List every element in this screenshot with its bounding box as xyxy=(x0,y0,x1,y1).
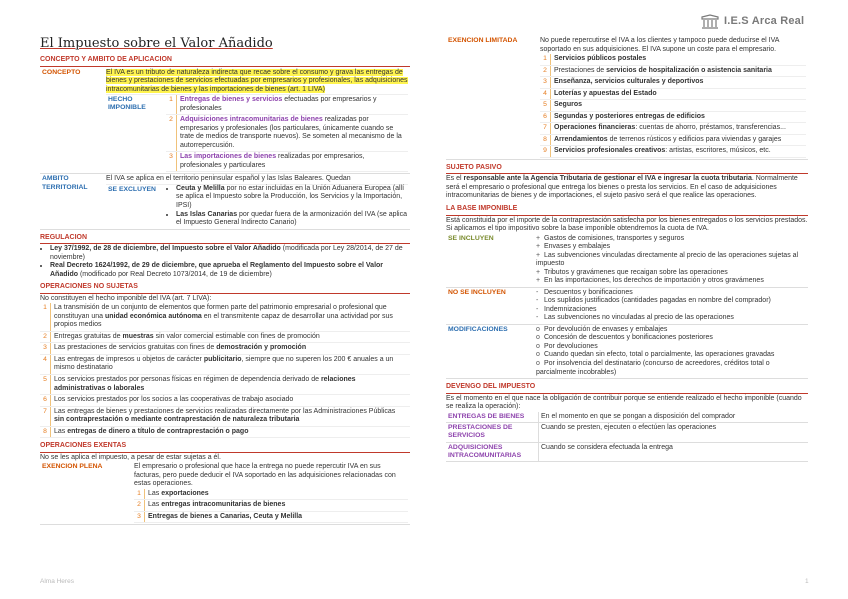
no-sujetas-intro: No constituyen el hecho imponible del IVA (art. 7 LIVA): xyxy=(40,294,212,302)
exencion-limitada-list xyxy=(540,54,806,158)
limitada-item: 5 Seguros xyxy=(540,100,806,112)
limitada-item: 6 Segundas y posteriores entregas de edificios xyxy=(540,112,806,124)
no-incluye-item: - Descuentos y bonificaciones xyxy=(536,288,633,296)
no-sujetas-item: 1 La transmisión de un conjunto de elementos que formen parte del patrimonio empresarial o profesional que constituyan una unidad económica autónoma en el transmitente capaz de desarrollar una actividad por sus propios medios xyxy=(40,303,410,332)
limitada-item: 9 Servicios profesionales creativos: artistas, escritores, músicos, etc. xyxy=(540,146,806,158)
plena-item: 2 Las entregas intracomunitarias de bienes xyxy=(134,500,408,512)
devengo-text: Es el momento en el que nace la obligación de contribuir porque se entiende realizado el hecho imponible (cuando se realiza la operación): xyxy=(446,394,802,411)
no-se-incluyen-list xyxy=(534,288,808,324)
sujeto-pasivo-text: Es el responsable ante la Agencia Tributaria de gestionar el IVA e ingresar la cuota tributaria. Normalmente será el empresario o profesional que entrega los bienes o presta los servicios. En el caso de adquisiciones intracomunitarias de bienes y de importaciones, el sujeto pasivo será el que realice las operaciones. xyxy=(446,175,798,200)
ambito-label: AMBITO TERRITORIAL xyxy=(42,175,88,191)
se-incluyen-list xyxy=(534,234,808,287)
plena-item: 3 Entregas de bienes a Canarias, Ceuta y Melilla xyxy=(134,512,408,524)
ambito-text: El IVA se aplica en el territorio peninsular español y las Islas Baleares. Quedan xyxy=(106,175,351,183)
section-devengo-head: DEVENGO DEL IMPUESTO xyxy=(446,383,808,394)
incluye-item: + Gastos de comisiones, transportes y seguros xyxy=(536,234,685,242)
exencion-plena-row xyxy=(40,462,410,525)
hecho-item: 3 Las importaciones de bienes realizadas por empresarios, profesionales y particulares xyxy=(166,152,408,172)
exencion-plena-text: El empresario o profesional que hace la entrega no puede repercutir IVA en sus facturas, pero puede deducir el IVA soportado en las adquisiciones relacionadas con estas operaciones. xyxy=(134,463,396,488)
hecho-item: 1 Entregas de bienes y servicios efectuadas por empresarios y profesionales xyxy=(166,95,408,115)
limitada-item: 8 Arrendamientos de terrenos rústicos y edificios para viviendas y garajes xyxy=(540,135,806,147)
exentas-intro: No se les aplica el impuesto, a pesar de estar sujetas a él. xyxy=(40,453,221,461)
se-incluyen-row xyxy=(446,234,808,288)
no-sujetas-item: 6 Los servicios prestados por los socios a las cooperativas de trabajo asociado xyxy=(40,395,410,407)
regulacion-item: • Real Decreto 1624/1992, de 29 de diciembre, que aprueba el Reglamento del Impuesto sobre el Valor Añadido (modificado por Real Decreto 1073/2014, de 19 de diciembre) xyxy=(50,262,410,279)
base-imponible-text: Está constituida por el importe de la contraprestación satisfecha por los bienes entregados o los servicios prestados. Si aplicamos el tipo impositivo sobre la base imponible obtendremos la cuota de IVA. xyxy=(446,216,808,233)
concepto-text: El IVA es un tributo de naturaleza indirecta que recae sobre el consumo y grava las entregas de bienes y prestaciones de servicios efectuadas por empresarios y profesionales, las adquisiciones intracomunitarias de bienes y las importaciones de bienes (art. 1 LIVA) HECHO IMPONIBLE 1 Entregas de bienes y servicios efectuadas por empresarios y profesionales 2 Adquisiciones intracomunitarias de bienes realizadas por empresarios y profesionales (los particulares, únicamente cuando se trate de medios de transporte nuevos). Se someten al mecanismo de la autorrepercusión. 3 Las importaciones de bienes realizadas por empresarios, profesionales y particulares xyxy=(104,68,410,174)
no-sujetas-item: 4 Las entregas de impresos u objetos de carácter publicitario, siempre que no superen los 200 € anuales a un mismo destinatario xyxy=(40,355,410,375)
concepto-label: CONCEPTO xyxy=(42,68,81,76)
section-regulacion-head: REGULACION xyxy=(40,234,410,245)
page-title: El Impuesto sobre el Valor Añadido xyxy=(40,36,273,51)
devengo-row: PRESTACIONES DE SERVICIOS Cuando se presten, ejecuten o efectúen las operaciones xyxy=(446,423,808,443)
modificaciones-row xyxy=(446,325,808,379)
limitada-item: 3 Enseñanza, servicios culturales y deportivos xyxy=(540,77,806,89)
ambito-row xyxy=(40,174,410,229)
exencion-limitada-row xyxy=(446,36,808,160)
no-incluye-item: - Los suplidos justificados (cantidades pagadas en nombre del comprador) xyxy=(536,297,771,305)
limitada-item: 7 Operaciones financieras: cuentas de ahorro, préstamos, transferencias... xyxy=(540,123,806,135)
plena-item: 1 Las exportaciones xyxy=(134,489,408,501)
right-column xyxy=(446,36,808,462)
no-sujetas-item: 2 Entregas gratuitas de muestras sin valor comercial estimable con fines de promoción xyxy=(40,332,410,344)
incluye-item: + Tributos y gravámenes que recaigan sobre las operaciones xyxy=(536,268,728,276)
section-no-sujetas-head: OPERACIONES NO SUJETAS xyxy=(40,283,410,294)
exencion-plena-label: EXENCION PLENA xyxy=(42,463,103,471)
incluye-item: + En las importaciones, los derechos de importación y otros gravámenes xyxy=(536,277,764,285)
se-incluyen-label: SE INCLUYEN xyxy=(448,234,494,242)
excluyen-item: • Ceuta y Melilla por no estar incluidas en la Unión Aduanera Europea (allí se aplica el Impuesto sobre la Producción, los Servicios y la Importación, IPSI) xyxy=(176,185,408,211)
logo-icon xyxy=(700,14,720,30)
regulacion-list xyxy=(40,245,410,279)
devengo-row: ENTREGAS DE BIENES En el momento en que se pongan a disposición del comprador xyxy=(446,412,808,424)
devengo-row: ADQUISICIONES INTRACOMUNITARIAS Cuando se considera efectuada la entrega xyxy=(446,443,808,463)
no-sujetas-item: 5 Los servicios prestados por personas físicas en régimen de dependencia derivado de relaciones administrativas o laborales xyxy=(40,375,410,395)
no-incluye-item: - Las subvenciones no vinculadas al precio de las operaciones xyxy=(536,314,734,322)
incluye-item: + Envases y embalajes xyxy=(536,243,611,251)
modificacion-item: o Cuando quedan sin efecto, total o parcialmente, las operaciones gravadas xyxy=(536,351,775,359)
no-sujetas-item: 7 Las entregas de bienes y prestaciones de servicios realizadas directamente por las Administraciones Públicas sin contraprestación o mediante contraprestación de naturaleza tributaria xyxy=(40,407,410,427)
section-exentas-head: OPERACIONES EXENTAS xyxy=(40,442,410,453)
footer-page-number: 1 xyxy=(805,578,809,585)
incluye-item: + Las subvenciones vinculadas directamente al precio de las operaciones sujetas al impuesto xyxy=(536,251,799,268)
limitada-item: 1 Servicios públicos postales xyxy=(540,54,806,66)
excluyen-label: SE EXCLUYEN xyxy=(108,185,156,193)
limitada-item: 2 Prestaciones de servicios de hospitalización o asistencia sanitaria xyxy=(540,66,806,78)
excluyen-block xyxy=(106,184,408,228)
no-incluye-item: - Indemnizaciones xyxy=(536,305,597,313)
no-sujetas-list xyxy=(40,303,410,438)
hecho-list xyxy=(166,95,408,172)
exencion-plena-list xyxy=(134,489,408,524)
no-sujetas-item: 8 Las entregas de dinero a título de contraprestación o pago xyxy=(40,427,410,439)
section-sujeto-pasivo-head: SUJETO PASIVO xyxy=(446,164,808,175)
modificacion-item: o Por insolvencia del destinatario (concurso de acreedores, créditos total o parcialmente incobrables) xyxy=(536,360,770,376)
regulacion-item: • Ley 37/1992, de 28 de diciembre, del Impuesto sobre el Valor Añadido (modificada por Ley 28/2014, de 27 de noviembre) xyxy=(50,245,410,262)
exencion-limitada-label: EXENCION LIMITADA xyxy=(448,37,518,44)
hecho-label: HECHO IMPONIBLE xyxy=(108,96,146,112)
section-concepto-head: CONCEPTO Y AMBITO DE APLICACION xyxy=(40,56,410,67)
footer-author: Alma Heres xyxy=(40,578,74,585)
no-se-incluyen-label: NO SE INCLUYEN xyxy=(448,288,506,296)
modificaciones-label: MODIFICACIONES xyxy=(448,325,508,333)
excluyen-item: • Las Islas Canarias por quedar fuera de la armonización del IVA (se aplica el Impuesto General Indirecto Canario) xyxy=(176,211,408,228)
devengo-table xyxy=(446,412,808,463)
modificacion-item: o Concesión de descuentos y bonificaciones posteriores xyxy=(536,334,713,342)
modificacion-item: o Por devolución de envases y embalajes xyxy=(536,325,668,333)
logo-text: I.E.S Arca Real xyxy=(724,15,805,28)
hecho-imponible-block xyxy=(106,94,408,172)
school-logo xyxy=(700,14,804,30)
concepto-row xyxy=(40,68,410,175)
excluyen-list xyxy=(166,185,408,228)
modificacion-item: o Por devoluciones xyxy=(536,342,598,350)
left-column xyxy=(40,56,410,525)
exencion-limitada-text: No puede repercutirse el IVA a los clientes y tampoco puede deducirse el IVA soportado en sus adquisiciones. El IVA supone un coste para el empresario. xyxy=(540,37,780,53)
limitada-item: 4 Loterías y apuestas del Estado xyxy=(540,89,806,101)
section-base-imponible-head: LA BASE IMPONIBLE xyxy=(446,205,808,216)
no-se-incluyen-row xyxy=(446,288,808,325)
hecho-item: 2 Adquisiciones intracomunitarias de bienes realizadas por empresarios y profesionales (los particulares, únicamente cuando se trate de medios de transporte nuevos). Se someten al mecanismo de la autorrepercusión. xyxy=(166,115,408,152)
no-sujetas-item: 3 Las prestaciones de servicios gratuitas con fines de demostración y promoción xyxy=(40,343,410,355)
modificaciones-list xyxy=(534,325,808,378)
